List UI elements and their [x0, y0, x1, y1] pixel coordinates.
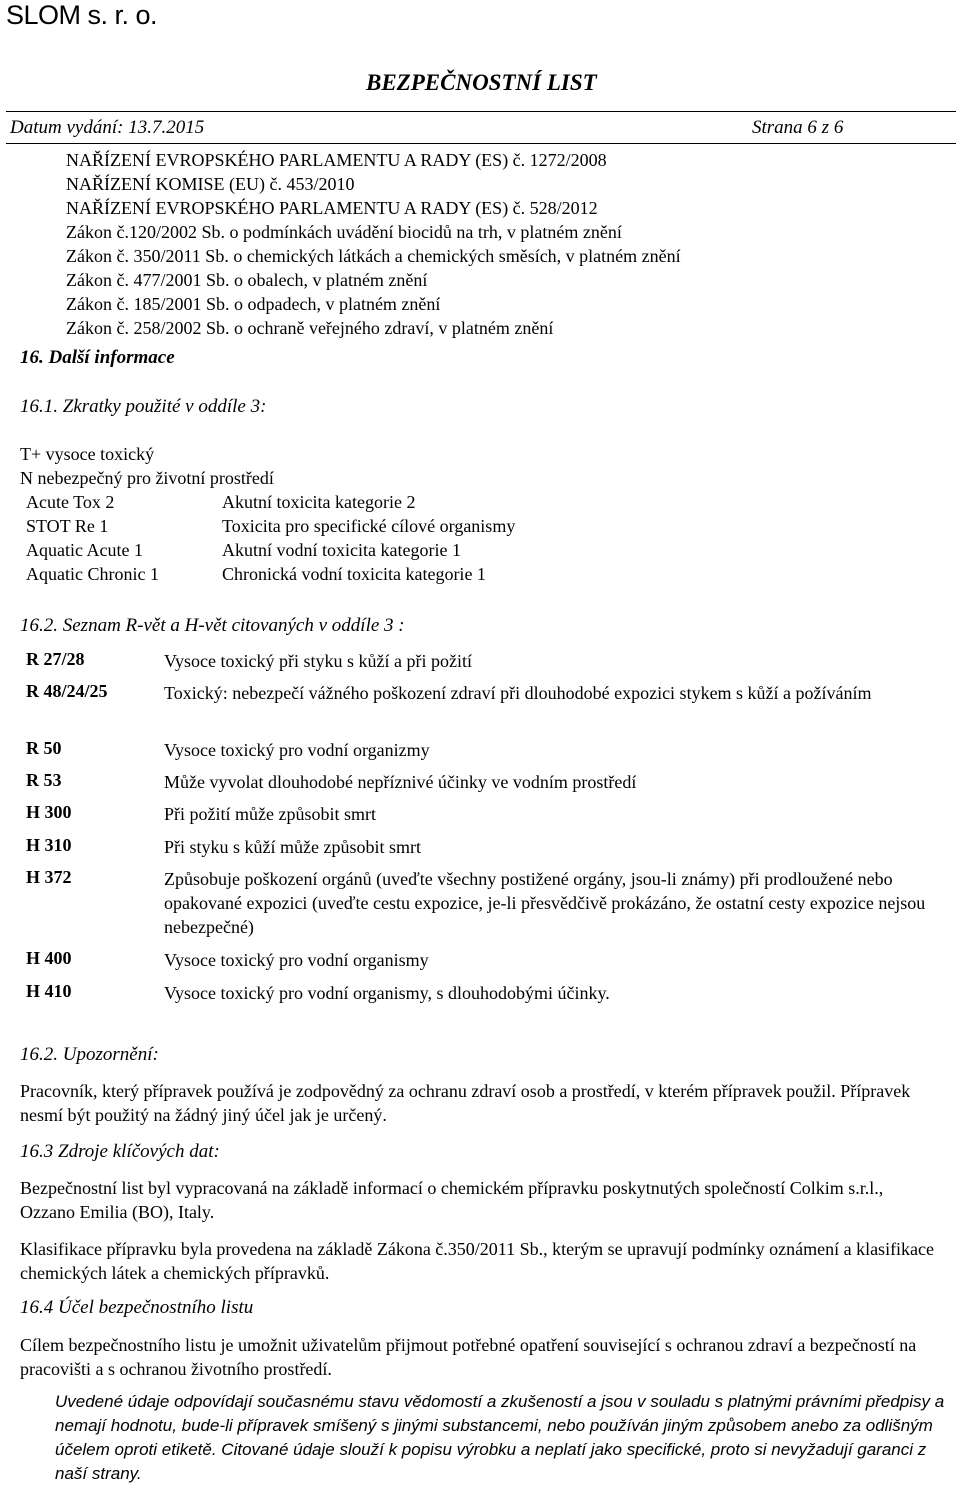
abbreviation-code: Acute Tox 2 — [26, 492, 115, 512]
regulation-item: Zákon č. 185/2001 Sb. o odpadech, v platném znění — [66, 294, 441, 314]
regulation-item: NAŘÍZENÍ EVROPSKÉHO PARLAMENTU A RADY (ES) č. 528/2012 — [66, 198, 598, 218]
purpose-paragraph: Cílem bezpečnostního listu je umožnit uživatelům přijmout potřebné opatření související s ochranou zdraví a bezpečností na pracovišti a s ochranou životního prostředí. — [20, 1335, 917, 1379]
regulation-item: NAŘÍZENÍ KOMISE (EU) č. 453/2010 — [66, 174, 355, 194]
subsection-title-warning: 16.2. Upozornění: — [20, 1044, 159, 1065]
abbreviation-desc: Akutní vodní toxicita kategorie 1 — [222, 540, 461, 560]
phrase-code: R 50 — [26, 738, 62, 758]
phrase-code: H 400 — [26, 948, 72, 968]
phrase-desc: Může vyvolat dlouhodobé nepříznivé účinky ve vodním prostředí — [164, 772, 637, 792]
issue-date: Datum vydání: 13.7.2015 — [10, 117, 205, 138]
phrase-desc: Toxický: nebezpečí vážného poškození zdraví při dlouhodobé expozici stykem s kůží a požíváním — [164, 683, 872, 703]
phrase-code: R 48/24/25 — [26, 681, 108, 701]
classification-paragraph: Klasifikace přípravku byla provedena na základě Zákona č.350/2011 Sb., kterým se upravují podmínky oznámení a klasifikace chemických látek a chemických přípravků. — [20, 1239, 935, 1283]
phrase-desc: Vysoce toxický při styku s kůží a při požití — [164, 651, 472, 671]
phrase-code: H 310 — [26, 835, 72, 855]
regulation-item: Zákon č. 350/2011 Sb. o chemických látkách a chemických směsích, v platném znění — [66, 246, 681, 266]
abbreviation-code: STOT Re 1 — [26, 516, 109, 536]
abbreviation-code: Aquatic Chronic 1 — [26, 564, 159, 584]
phrase-code: H 410 — [26, 981, 72, 1001]
subsection-title-purpose: 16.4 Účel bezpečnostního listu — [20, 1297, 254, 1318]
document-title: BEZPEČNOSTNÍ LIST — [366, 70, 597, 95]
section-title: 16. Další informace — [20, 347, 175, 368]
subsection-title-abbreviations: 16.1. Zkratky použité v oddíle 3: — [20, 396, 267, 417]
regulation-item: NAŘÍZENÍ EVROPSKÉHO PARLAMENTU A RADY (ES) č. 1272/2008 — [66, 150, 607, 170]
sources-paragraph: Bezpečnostní list byl vypracovaná na základě informací o chemickém přípravku poskytnutých společností Colkim s.r.l., Ozzano Emilia (BO), Italy. — [20, 1178, 884, 1222]
abbreviation-code: Aquatic Acute 1 — [26, 540, 143, 560]
disclaimer-note: Uvedené údaje odpovídají současnému stavu vědomostí a zkušeností a jsou v souladu s platnými právními předpisy a nemají hodnotu, bude-li přípravek smíšený s jinými substancemi, nebo používán jiným způsobem anebo za odlišným účelem oproti etiketě. Citované údaje slouží k popisu výrobku a neplatí jako specifické, proto si nevyžadují garanci z naší strany. — [55, 1392, 945, 1483]
phrase-code: R 27/28 — [26, 649, 85, 669]
abbreviation-line: N nebezpečný pro životní prostředí — [20, 468, 274, 488]
company-name: SLOM s. r. o. — [6, 0, 158, 30]
phrase-code: R 53 — [26, 770, 62, 790]
abbreviation-line: T+ vysoce toxický — [20, 444, 155, 464]
phrase-desc: Při požití může způsobit smrt — [164, 804, 376, 824]
phrase-desc: Způsobuje poškození orgánů (uveďte všechny postižené orgány, jsou-li známy) při prodloužené nebo opakované expozici (uveďte cestu expozice, je-li přesvědčivě prokázáno, že ostatní cesty expozice nejsou nebezpečné) — [164, 869, 926, 937]
warning-paragraph: Pracovník, který přípravek používá je zodpovědný za ochranu zdraví osob a prostředí, v kterém přípravek použil. Přípravek nesmí být použitý na žádný jiný účel jak je určený. — [20, 1081, 911, 1125]
abbreviation-desc: Akutní toxicita kategorie 2 — [222, 492, 416, 512]
regulation-item: Zákon č.120/2002 Sb. o podmínkách uvádění biocidů na trh, v platném znění — [66, 222, 622, 242]
subsection-title-sources: 16.3 Zdroje klíčových dat: — [20, 1141, 220, 1162]
header-rule-top — [6, 111, 956, 112]
regulation-item: Zákon č. 258/2002 Sb. o ochraně veřejného zdraví, v platném znění — [66, 318, 554, 338]
subsection-title-phrases: 16.2. Seznam R-vět a H-vět citovaných v oddíle 3 : — [20, 615, 405, 636]
abbreviation-desc: Chronická vodní toxicita kategorie 1 — [222, 564, 486, 584]
header-rule-bottom — [6, 143, 956, 144]
phrase-desc: Vysoce toxický pro vodní organismy — [164, 950, 429, 970]
regulation-item: Zákon č. 477/2001 Sb. o obalech, v platném znění — [66, 270, 428, 290]
page-number: Strana 6 z 6 — [752, 117, 844, 138]
phrase-desc: Při styku s kůží může způsobit smrt — [164, 837, 421, 857]
phrase-code: H 300 — [26, 802, 72, 822]
phrase-code: H 372 — [26, 867, 72, 887]
abbreviation-desc: Toxicita pro specifické cílové organismy — [222, 516, 516, 536]
phrase-desc: Vysoce toxický pro vodní organizmy — [164, 740, 430, 760]
phrase-desc: Vysoce toxický pro vodní organismy, s dlouhodobými účinky. — [164, 983, 610, 1003]
